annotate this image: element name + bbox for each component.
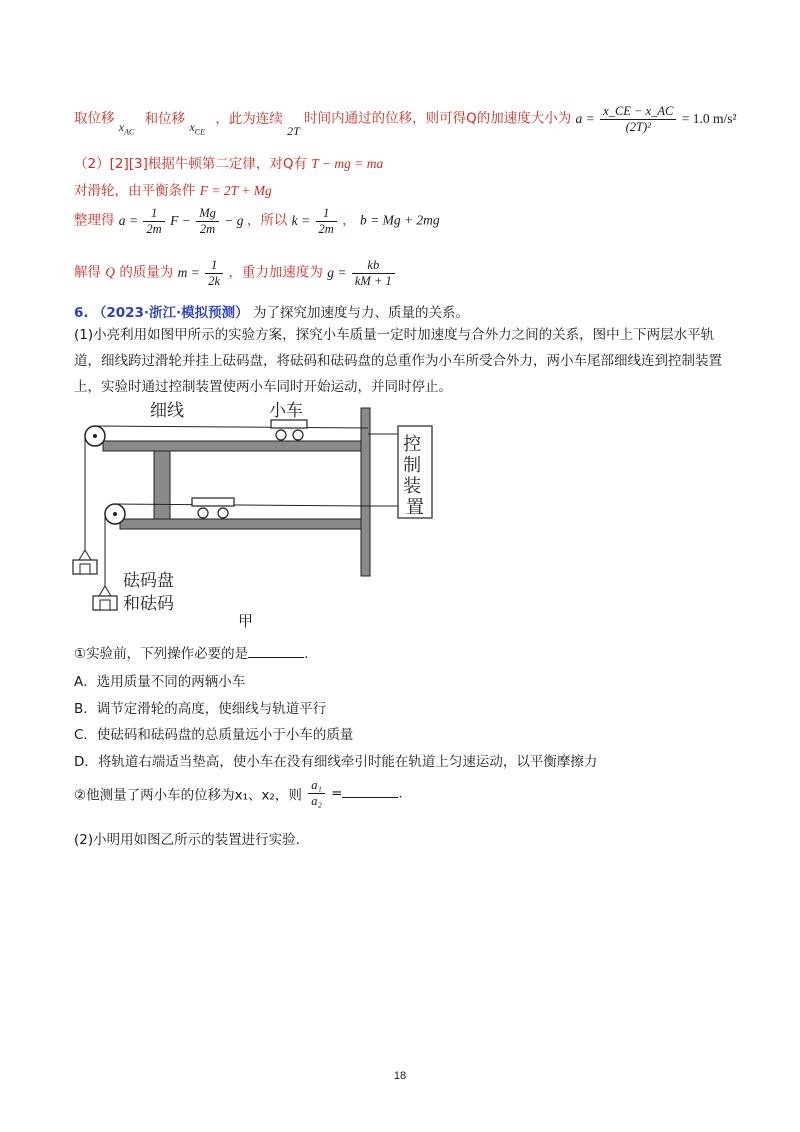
solution-line-3	[74, 179, 740, 199]
accel-ratio: $\frac{\text{a₁}}{\text{a₂}}$	[308, 778, 325, 809]
option-a: A．选用质量不同的两辆小车	[74, 674, 246, 690]
option-c: C．使砝码和砝码盘的总质量远小于小车的质量	[74, 727, 354, 743]
rearranged-equation: a = $\frac{1}{2m}$ F − $\frac{Mg}{2m}$ − g	[118, 206, 244, 236]
solution-text: 整理得	[74, 212, 115, 229]
accel-equation: a = $\frac{x\_CE - x\_AC}{\text{(2T)²}}$ = 1.0 m/s²	[575, 104, 737, 134]
solution-line-4	[74, 206, 740, 237]
part2-paragraph: (2)小明用如图乙所示的装置进行实验.	[74, 832, 300, 848]
upper-track	[103, 441, 361, 451]
lower-pulley-icon	[105, 504, 125, 524]
option-d: D．将轨道右端适当垫高，使小车在没有细线牵引时能在轨道上匀速运动，以平衡摩擦力	[74, 754, 598, 770]
gravity-equation: g = $\frac{kb}{kM + 1}$	[327, 265, 397, 280]
experiment-figure	[68, 398, 448, 630]
lower-cart-icon	[192, 498, 234, 518]
option-b: B．调节定滑轮的高度，使细线与轨道平行	[74, 701, 327, 717]
solution-text: ，	[342, 212, 356, 229]
figure-caption: 甲	[238, 612, 254, 630]
sub-question-2: ②他测量了两小车的位移为x₁、x₂，则 $\frac{\text{a₁}}{\text{a₂}}$ = .	[74, 778, 403, 808]
part1-paragraph: (1)小亮利用如图甲所示的实验方案，探究小车质量一定时加速度与合外力之间的关系，图中上下两层水平轨道，细线跨过滑轮并挂上砝码盘，将砝码和砝码盘的总重作为小车所受合外力，两小车尾部细线连到控制装置上，实验时通过控制装置使两小车同时开始运动，并同时停止。	[74, 327, 722, 395]
balance-equation: F = 2T + Mg	[199, 183, 272, 198]
solution-text: 解得	[74, 264, 101, 281]
lower-track	[120, 519, 361, 529]
question-stem: 为了探究加速度与力、质量的关系。	[252, 305, 469, 321]
answer-blank[interactable]	[342, 785, 398, 798]
label-weights: 和砝码	[123, 594, 174, 614]
solution-text: 的质量为	[119, 264, 174, 281]
newton-equation: T − mg = ma	[311, 156, 384, 171]
solution-text: 时间内通过的位移，则可得Q的加速度大小为	[304, 110, 572, 127]
solution-line-1	[74, 104, 740, 138]
solution-text: ，此为连续	[215, 110, 283, 127]
solution-line-2	[74, 152, 740, 172]
support-pillar	[154, 451, 170, 519]
b-equation: b = Mg + 2mg	[359, 212, 440, 228]
k-equation: k = $\frac{1}{2m}$	[292, 213, 343, 228]
label-string: 细线	[150, 401, 184, 421]
solution-text: ，重力加速度为	[228, 264, 323, 281]
solution-text: （2）[2][3]根据牛顿第二定律，对Q有	[74, 156, 307, 172]
page-number: 18	[393, 1070, 407, 1082]
answer-blank[interactable]	[248, 645, 304, 658]
question-source: （2023·浙江·模拟预测）	[92, 305, 249, 321]
label-weights: 砝码盘	[123, 571, 174, 591]
upper-pulley-icon	[85, 426, 105, 446]
question-number: 6.	[74, 305, 89, 321]
solution-text: 取位移	[74, 110, 115, 127]
mass-equation: m = $\frac{1}{2k}$	[178, 265, 229, 280]
q-symbol: Q	[105, 264, 116, 280]
x-ce-symbol: $x_{CE}$	[189, 119, 206, 136]
vertical-board	[361, 408, 370, 576]
two-t-symbol: 2T	[287, 123, 300, 138]
label-control: 控 制 装 置	[403, 434, 424, 518]
sub-question-1: ①实验前，下列操作必要的是 .	[74, 646, 309, 662]
solution-text: 和位移	[144, 110, 186, 127]
solution-text: 对滑轮，由平衡条件	[74, 183, 196, 199]
weight-pan-icon	[93, 586, 117, 610]
weight-pan-icon	[73, 550, 97, 574]
x-ac-symbol: $x_{AC}$	[118, 119, 135, 136]
upper-cart-icon	[271, 420, 307, 440]
label-car: 小车	[269, 401, 303, 421]
solution-line-5	[74, 258, 740, 289]
solution-text: ，所以	[246, 212, 288, 229]
question-heading	[74, 301, 740, 321]
